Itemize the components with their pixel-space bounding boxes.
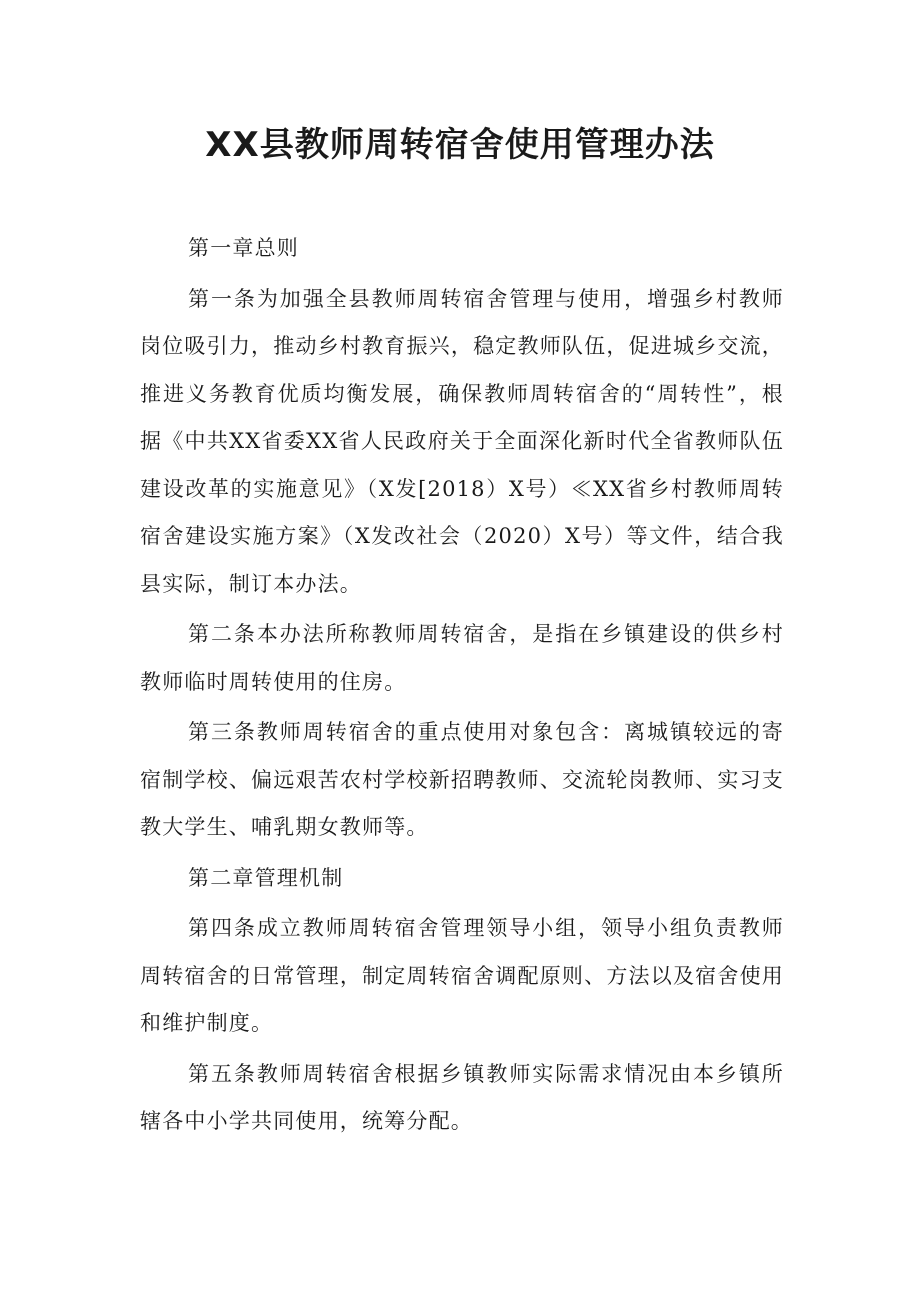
- article-3-paragraph: 第三条教师周转宿舍的重点使用对象包含：离城镇较远的寄宿制学校、偏远艰苦农村学校新招聘教师、交流轮岗教师、实习支教大学生、哺乳期女教师等。: [140, 720, 784, 839]
- document-title: XX县教师周转宿舍使用管理办法: [205, 125, 715, 165]
- document-body: [140, 225, 784, 1146]
- chapter-heading-1: 第一章总则: [188, 236, 299, 260]
- article-5-paragraph: 第五条教师周转宿舍根据乡镇教师实际需求情况由本乡镇所辖各中小学共同使用，统筹分配。: [140, 1061, 784, 1133]
- article-4-paragraph: 第四条成立教师周转宿舍管理领导小组，领导小组负责教师周转宿舍的日常管理，制定周转宿舍调配原则、方法以及宿舍使用和维护制度。: [140, 916, 784, 1035]
- chapter-heading-2: 第二章管理机制: [188, 865, 344, 890]
- article-2-paragraph: 第二条本办法所称教师周转宿舍，是指在乡镇建设的供乡村教师临时周转使用的住房。: [140, 622, 784, 694]
- article-1-paragraph: 第一条为加强全县教师周转宿舍管理与使用，增强乡村教师岗位吸引力，推动乡村教育振兴，稳定教师队伍，促进城乡交流，推进义务教育优质均衡发展，确保教师周转宿舍的“周转性”，根据《中共XX省委XX省人民政府关于全面深化新时代全省教师队伍建设改革的实施意见》（X发[2018）X号）≪XX省乡村教师周转宿舍建设实施方案》（X发改社会（2020）X号）等文件，结合我县实际，制订本办法。: [140, 286, 784, 596]
